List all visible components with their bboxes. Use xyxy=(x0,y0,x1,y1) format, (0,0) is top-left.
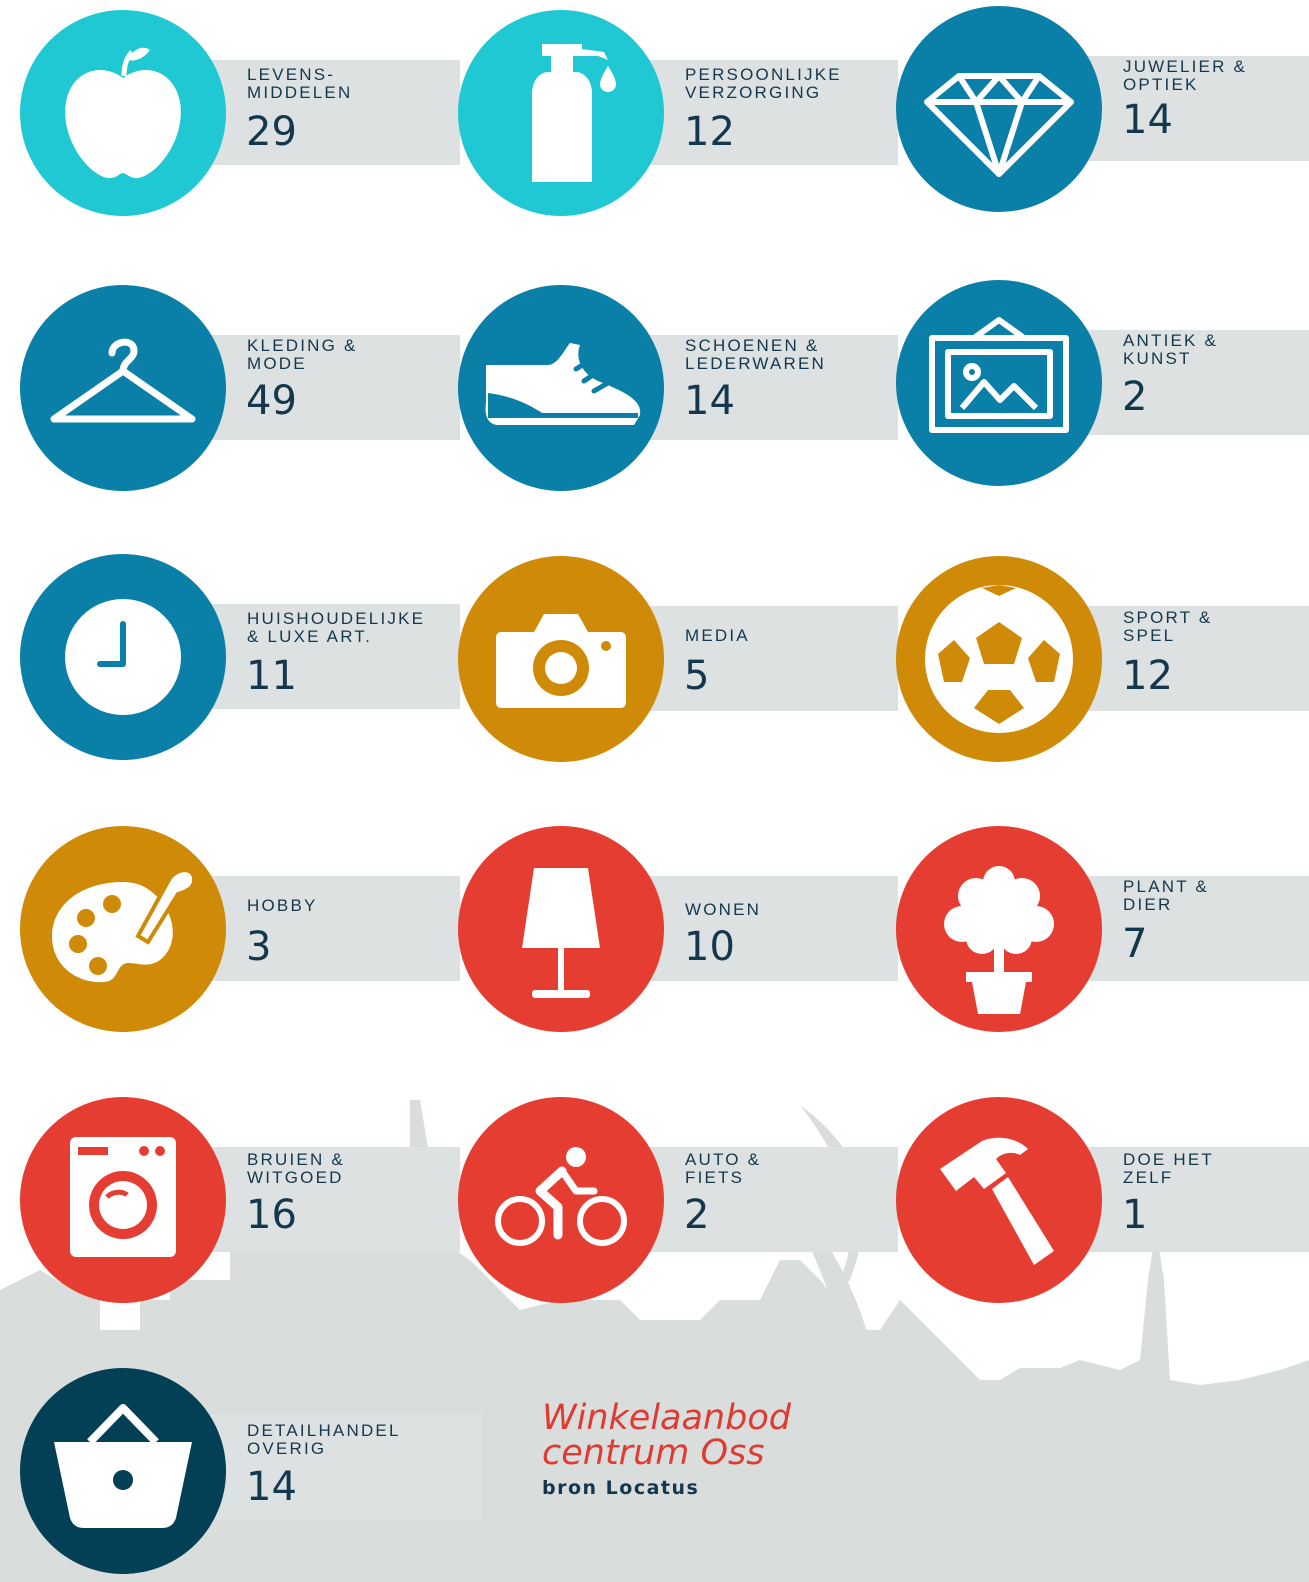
category-count: 14 xyxy=(1122,97,1173,143)
category-count: 7 xyxy=(1122,921,1148,967)
category-badge xyxy=(20,554,226,760)
category-label: WONEN xyxy=(685,900,762,919)
category-label: AUTO & FIETS xyxy=(685,1150,762,1187)
category-count: 10 xyxy=(684,924,735,970)
category-label: HUISHOUDELIJKE & LUXE ART. xyxy=(247,609,426,646)
category-item xyxy=(896,280,1309,490)
category-label: KLEDING & MODE xyxy=(247,336,358,373)
category-item xyxy=(896,556,1309,766)
category-count: 14 xyxy=(684,378,735,424)
category-item xyxy=(896,6,1309,216)
category-item xyxy=(20,285,460,495)
category-badge xyxy=(458,556,664,762)
category-badge xyxy=(20,826,226,1032)
category-label: PLANT & DIER xyxy=(1123,877,1209,914)
category-badge xyxy=(896,6,1102,212)
category-count: 5 xyxy=(684,653,710,699)
diamond-icon xyxy=(896,6,1102,212)
category-label: BRUIEN & WITGOED xyxy=(247,1150,345,1187)
category-count: 49 xyxy=(246,378,297,424)
category-item xyxy=(458,1097,898,1307)
caption-source: bron Locatus xyxy=(542,1477,700,1499)
category-label: SPORT & SPEL xyxy=(1123,608,1213,645)
category-badge xyxy=(20,10,226,216)
camera-icon xyxy=(458,556,664,762)
category-badge xyxy=(896,1097,1102,1303)
category-item xyxy=(20,826,460,1036)
category-label: LEVENS- MIDDELEN xyxy=(247,65,353,102)
category-count: 29 xyxy=(246,109,297,155)
category-item xyxy=(458,826,898,1036)
category-label: PERSOONLIJKE VERZORGING xyxy=(685,65,842,102)
category-badge xyxy=(20,285,226,491)
category-count: 12 xyxy=(684,109,735,155)
category-item xyxy=(20,1368,460,1578)
hammer-icon xyxy=(896,1097,1102,1303)
category-count: 12 xyxy=(1122,653,1173,699)
category-count: 14 xyxy=(246,1464,297,1510)
category-item xyxy=(896,826,1309,1036)
caption xyxy=(542,1398,791,1499)
category-badge xyxy=(896,556,1102,762)
shopping-basket-icon xyxy=(20,1368,226,1574)
category-label: DOE HET ZELF xyxy=(1123,1150,1214,1187)
category-count: 16 xyxy=(246,1192,297,1238)
caption-title: Winkelaanbod centrum Oss xyxy=(542,1398,791,1473)
paint-palette-icon xyxy=(20,826,226,1032)
hanger-icon xyxy=(20,285,226,491)
category-item xyxy=(20,554,460,764)
category-item xyxy=(20,1097,460,1307)
soccer-ball-icon xyxy=(896,556,1102,762)
category-item xyxy=(20,10,460,220)
category-item xyxy=(458,10,898,220)
category-label: DETAILHANDEL OVERIG xyxy=(247,1421,401,1458)
framed-picture-icon xyxy=(896,280,1102,486)
sneaker-icon xyxy=(458,285,664,491)
category-badge xyxy=(20,1368,226,1574)
category-item xyxy=(458,556,898,766)
lamp-icon xyxy=(458,826,664,1032)
category-badge xyxy=(458,1097,664,1303)
category-badge xyxy=(458,10,664,216)
category-count: 3 xyxy=(246,924,272,970)
category-label: SCHOENEN & LEDERWAREN xyxy=(685,336,827,373)
category-count: 2 xyxy=(1122,374,1148,420)
category-label: MEDIA xyxy=(685,626,750,645)
soap-dispenser-icon xyxy=(458,10,664,216)
cyclist-icon xyxy=(458,1097,664,1303)
category-badge xyxy=(458,826,664,1032)
category-label: HOBBY xyxy=(247,896,318,915)
category-count: 1 xyxy=(1122,1192,1148,1238)
category-item xyxy=(458,285,898,495)
category-badge xyxy=(458,285,664,491)
category-badge xyxy=(20,1097,226,1303)
category-count: 2 xyxy=(684,1192,710,1238)
category-item xyxy=(896,1097,1309,1307)
category-badge xyxy=(896,280,1102,486)
category-badge xyxy=(896,826,1102,1032)
clock-icon xyxy=(20,554,226,760)
category-label: ANTIEK & KUNST xyxy=(1123,331,1219,368)
apple-icon xyxy=(20,10,226,216)
category-label: JUWELIER & OPTIEK xyxy=(1123,57,1248,94)
washing-machine-icon xyxy=(20,1097,226,1303)
potted-tree-icon xyxy=(896,826,1102,1032)
category-count: 11 xyxy=(246,653,297,699)
